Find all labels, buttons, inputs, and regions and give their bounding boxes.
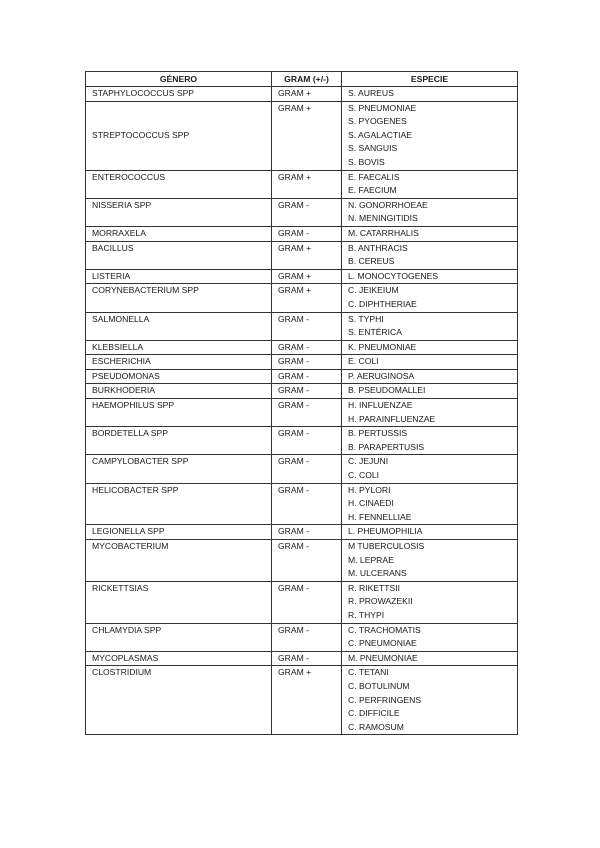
species-name: R. THYPI <box>348 609 385 620</box>
species-name: L. MONOCYTOGENES <box>348 270 439 281</box>
table-row <box>86 340 518 355</box>
species-cell <box>342 651 518 666</box>
species-name: B. PERTUSSIS <box>348 428 408 439</box>
species-cell <box>342 455 518 483</box>
genus-cell: CAMPYLOBACTER SPP <box>86 455 272 483</box>
genus-cell: STAPHYLOCOCCUS SPP <box>86 87 272 102</box>
table-row <box>86 269 518 284</box>
table-row <box>86 198 518 226</box>
species-name: E. COLI <box>348 356 379 367</box>
genus-cell: RICKETTSIAS <box>86 581 272 623</box>
species-cell <box>342 241 518 269</box>
table-row <box>86 241 518 269</box>
header-gram: GRAM (+/-) <box>272 72 342 87</box>
species-name: B. CEREUS <box>348 256 395 267</box>
species-cell <box>342 170 518 198</box>
gram-cell: GRAM - <box>272 399 342 427</box>
gram-cell: GRAM + <box>272 666 342 735</box>
table-row <box>86 312 518 340</box>
gram-cell: GRAM - <box>272 226 342 241</box>
genus-cell: BURKHODERIA <box>86 384 272 399</box>
species-name: P. AERUGINOSA <box>348 370 415 381</box>
species-name: N. GONORRHOEAE <box>348 199 428 210</box>
table-row <box>86 399 518 427</box>
genus-cell: CORYNEBACTERIUM SPP <box>86 284 272 312</box>
species-name: S. BOVIS <box>348 156 385 167</box>
genus-cell: SALMONELLA <box>86 312 272 340</box>
species-name: E. FAECIUM <box>348 185 397 196</box>
gram-cell: GRAM - <box>272 455 342 483</box>
table-row <box>86 455 518 483</box>
species-name: N. MENINGITIDIS <box>348 213 418 224</box>
species-name: C. DIFFICILE <box>348 708 400 719</box>
table-row <box>86 355 518 370</box>
species-name: H. PYLORI <box>348 484 391 495</box>
table-row <box>86 666 518 735</box>
genus-cell: LISTERIA <box>86 269 272 284</box>
gram-cell: GRAM - <box>272 369 342 384</box>
gram-cell: GRAM - <box>272 581 342 623</box>
bacteria-table <box>85 71 518 735</box>
species-name: L. PHEUMOPHILIA <box>348 526 423 537</box>
species-name: C. JEJUNI <box>348 456 389 467</box>
gram-cell: GRAM - <box>272 312 342 340</box>
species-name: C. PERFRINGENS <box>348 694 422 705</box>
species-name: M. LEPRAE <box>348 554 394 565</box>
species-name: H. FENNELLIAE <box>348 511 412 522</box>
gram-cell: GRAM - <box>272 340 342 355</box>
species-name: B. PSEUDOMALLEI <box>348 385 426 396</box>
gram-cell: GRAM + <box>272 284 342 312</box>
species-name: C. RAMOSUM <box>348 721 404 732</box>
species-name: E. FAECALIS <box>348 171 400 182</box>
genus-cell: NISSERIA SPP <box>86 198 272 226</box>
species-name: S. SANGUIS <box>348 143 398 154</box>
table-row <box>86 226 518 241</box>
gram-cell: GRAM + <box>272 269 342 284</box>
gram-cell: GRAM - <box>272 198 342 226</box>
species-cell <box>342 269 518 284</box>
species-name: S. PYOGENES <box>348 116 407 127</box>
species-name: C. TETANI <box>348 667 389 678</box>
species-name: M. PNEUMONIAE <box>348 652 418 663</box>
species-name: B. ANTHRACIS <box>348 242 408 253</box>
genus-cell: MYCOPLASMAS <box>86 651 272 666</box>
table-header-row <box>86 72 518 87</box>
species-name: S. PNEUMONIAE <box>348 102 417 113</box>
species-cell <box>342 369 518 384</box>
genus-cell: PSEUDOMONAS <box>86 369 272 384</box>
table-row <box>86 651 518 666</box>
genus-cell: CLOSTRIDIUM <box>86 666 272 735</box>
species-cell <box>342 623 518 651</box>
species-name: C. PNEUMONIAE <box>348 638 417 649</box>
table-row <box>86 427 518 455</box>
species-cell <box>342 483 518 525</box>
species-name: C. TRACHOMATIS <box>348 624 421 635</box>
gram-cell: GRAM - <box>272 384 342 399</box>
species-cell <box>342 101 518 170</box>
gram-cell: GRAM - <box>272 651 342 666</box>
table-row <box>86 623 518 651</box>
species-name: M. ULCERANS <box>348 568 407 579</box>
species-name: R. RIKETTSII <box>348 582 401 593</box>
species-name: M TUBERCULOSIS <box>348 541 425 551</box>
table-row <box>86 525 518 540</box>
gram-cell: GRAM - <box>272 540 342 582</box>
species-name: C. JEIKEIUM <box>348 285 399 296</box>
species-cell <box>342 399 518 427</box>
genus-cell: ESCHERICHIA <box>86 355 272 370</box>
species-cell <box>342 384 518 399</box>
gram-cell: GRAM + <box>272 101 342 170</box>
species-name: S. ENTÉRICA <box>348 327 402 338</box>
species-name: S. AUREUS <box>348 88 394 98</box>
gram-cell: GRAM + <box>272 241 342 269</box>
genus-cell: BORDETELLA SPP <box>86 427 272 455</box>
species-name: S. AGALACTIAE <box>348 129 412 140</box>
table-row <box>86 87 518 102</box>
genus-cell: BACILLUS <box>86 241 272 269</box>
genus-cell: MORRAXELA <box>86 226 272 241</box>
table-body <box>86 87 518 735</box>
species-name: S. TYPHI <box>348 313 384 324</box>
species-cell <box>342 198 518 226</box>
species-cell <box>342 427 518 455</box>
genus-cell: ENTEROCOCCUS <box>86 170 272 198</box>
species-cell <box>342 284 518 312</box>
table-row <box>86 384 518 399</box>
genus-cell: KLEBSIELLA <box>86 340 272 355</box>
species-cell <box>342 226 518 241</box>
genus-cell: STREPTOCOCCUS SPP <box>86 101 272 170</box>
species-name: H. INFLUENZAE <box>348 400 413 411</box>
table-row <box>86 483 518 525</box>
table-row <box>86 581 518 623</box>
table-row <box>86 101 518 170</box>
gram-cell: GRAM + <box>272 170 342 198</box>
species-name: H. CINAEDI <box>348 498 394 509</box>
genus-cell: HELICOBACTER SPP <box>86 483 272 525</box>
species-cell <box>342 666 518 735</box>
gram-cell: GRAM - <box>272 525 342 540</box>
species-cell <box>342 340 518 355</box>
table-row <box>86 540 518 582</box>
table-row <box>86 369 518 384</box>
table-row <box>86 284 518 312</box>
species-name: M. CATARRHALIS <box>348 227 419 238</box>
table-row <box>86 170 518 198</box>
header-species: ESPECIE <box>342 72 518 87</box>
species-cell <box>342 355 518 370</box>
species-cell <box>342 312 518 340</box>
species-name: C. BOTULINUM <box>348 680 410 691</box>
gram-cell: GRAM - <box>272 355 342 370</box>
species-name: C. DIPHTHERIAE <box>348 298 417 309</box>
species-cell <box>342 525 518 540</box>
gram-cell: GRAM - <box>272 427 342 455</box>
species-name: C. COLI <box>348 470 380 481</box>
genus-cell: CHLAMYDIA SPP <box>86 623 272 651</box>
gram-cell: GRAM + <box>272 87 342 102</box>
genus-cell: HAEMOPHILUS SPP <box>86 399 272 427</box>
gram-cell: GRAM - <box>272 483 342 525</box>
genus-cell: LEGIONELLA SPP <box>86 525 272 540</box>
species-cell <box>342 581 518 623</box>
gram-cell: GRAM - <box>272 623 342 651</box>
species-cell <box>342 87 518 102</box>
genus-cell: MYCOBACTERIUM <box>86 540 272 582</box>
species-name: R. PROWAZEKII <box>348 596 413 607</box>
species-name: H. PARAINFLUENZAE <box>348 413 436 424</box>
species-name: B. PARAPERTUSIS <box>348 441 425 452</box>
species-cell <box>342 540 518 582</box>
species-name: K. PNEUMONIAE <box>348 341 417 352</box>
header-genus: GÉNERO <box>86 72 272 87</box>
